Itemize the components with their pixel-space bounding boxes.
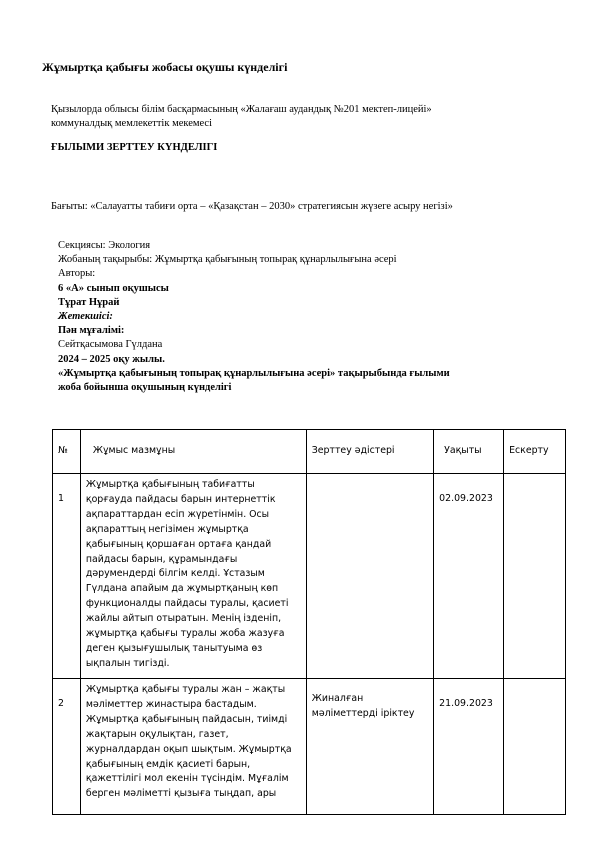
row-work xyxy=(80,474,306,679)
table-row xyxy=(53,474,566,679)
work-line: мәліметтер жинастыра бастадым. xyxy=(85,698,257,710)
work-line: жұмыртқа қабығы туралы жоба жазуға xyxy=(85,628,285,640)
author-name: Тұрат Нұрай xyxy=(58,296,120,308)
topic-line: Жобаның тақырыбы: Жұмыртқа қабығының топырақ құнарлылығына әсері xyxy=(58,254,397,266)
academic-year: 2024 – 2025 оқу жылы. xyxy=(58,353,165,365)
supervisor-name: Сейтқасымова Гүлдана xyxy=(58,339,163,351)
row-method: Жиналған мәліметтерді іріктеу xyxy=(306,679,433,815)
work-line: деген қызығушылық танытуыма өз xyxy=(85,642,263,654)
row-method xyxy=(306,474,433,679)
journal-table xyxy=(52,429,566,815)
work-line: пайдасы барын, құрамындағы xyxy=(85,553,238,565)
summary-line-2: жоба бойынша оқушының күнделігі xyxy=(58,382,232,394)
header-methods: Зерттеу әдістері xyxy=(306,430,433,474)
row-num: 2 xyxy=(53,679,81,815)
organization-line-1: Қызылорда облысы білім басқармасының «Жалағаш аудандық №201 мектеп-лицейі» xyxy=(51,104,432,115)
section-line: Секциясы: Экология xyxy=(58,240,151,251)
authors-label: Авторы: xyxy=(58,268,96,280)
work-line: журналдардан оқып шықтым. Жұмыртқа xyxy=(85,743,292,755)
work-line: ақпараттың негізімен жұмыртқа xyxy=(85,523,249,535)
work-line: жақтарын оқулықтан, газет, xyxy=(85,728,229,740)
row-note xyxy=(504,679,566,815)
organization-line-2: коммуналдық мемлекеттік мекемесі xyxy=(51,118,213,129)
table-row xyxy=(53,679,566,815)
document-type: ҒЫЛЫМИ ЗЕРТТЕУ КҮНДЕЛІГІ xyxy=(51,142,218,153)
work-line: Жұмыртқа қабығының пайдасын, тиімді xyxy=(85,713,288,725)
work-line: қабығының қоршаған ортаға қандай xyxy=(85,538,272,550)
organization-name xyxy=(51,103,521,131)
row-num: 1 xyxy=(53,474,81,679)
page-title: Жұмыртқа қабығы жобасы оқушы күнделігі xyxy=(42,60,288,74)
supervisor-label: Жетекшісі: xyxy=(58,311,113,323)
row-date: 02.09.2023 xyxy=(434,474,504,679)
work-line: қорғауда пайдасы барын интернеттік xyxy=(85,493,276,505)
project-meta xyxy=(58,239,450,395)
work-line: қажеттілігі мол екенін түсіндім. Мұғалім xyxy=(85,773,289,785)
header-time: Уақыты xyxy=(434,430,504,474)
work-line: Жұмыртқа қабығы туралы жан – жақты xyxy=(85,684,286,695)
work-line: берген мәліметті қызыға тыңдап, ары xyxy=(85,788,277,800)
direction-line: Бағыты: «Салауатты табиғи орта – «Қазақстан – 2030» стратегиясын жүзеге асыру негізі» xyxy=(51,201,453,212)
work-line: дәрумендерді білгім келді. Ұстазым xyxy=(85,568,265,580)
work-line: ақпараттардан есіп жүретінмін. Осы xyxy=(85,508,270,520)
header-num: № xyxy=(53,430,81,474)
header-note: Ескерту xyxy=(504,430,566,474)
row-date: 21.09.2023 xyxy=(434,679,504,815)
row-work xyxy=(80,679,306,815)
supervisor-role: Пән мұғалімі: xyxy=(58,325,125,337)
work-line: Жұмыртқа қабығының табиғатты xyxy=(85,479,255,490)
work-line: Гүлдана апайым да жұмыртқаның көп xyxy=(85,583,279,595)
work-line: жайлы айтып отыратын. Менің ізденіп, xyxy=(85,613,282,625)
work-line: қабығының емдік қасиеті барын, xyxy=(85,758,251,770)
table-header-row xyxy=(53,430,566,474)
summary-line-1: «Жұмыртқа қабығының топырақ құнарлылығына әсері» тақырыбында ғылыми xyxy=(58,367,450,379)
work-line: функционалды пайдасы туралы, қасиеті xyxy=(85,598,289,610)
author-class: 6 «А» сынып оқушысы xyxy=(58,282,169,294)
header-work: Жұмыс мазмұны xyxy=(80,430,306,474)
row-note xyxy=(504,474,566,679)
work-line: ықпалын тигізді. xyxy=(85,657,170,669)
